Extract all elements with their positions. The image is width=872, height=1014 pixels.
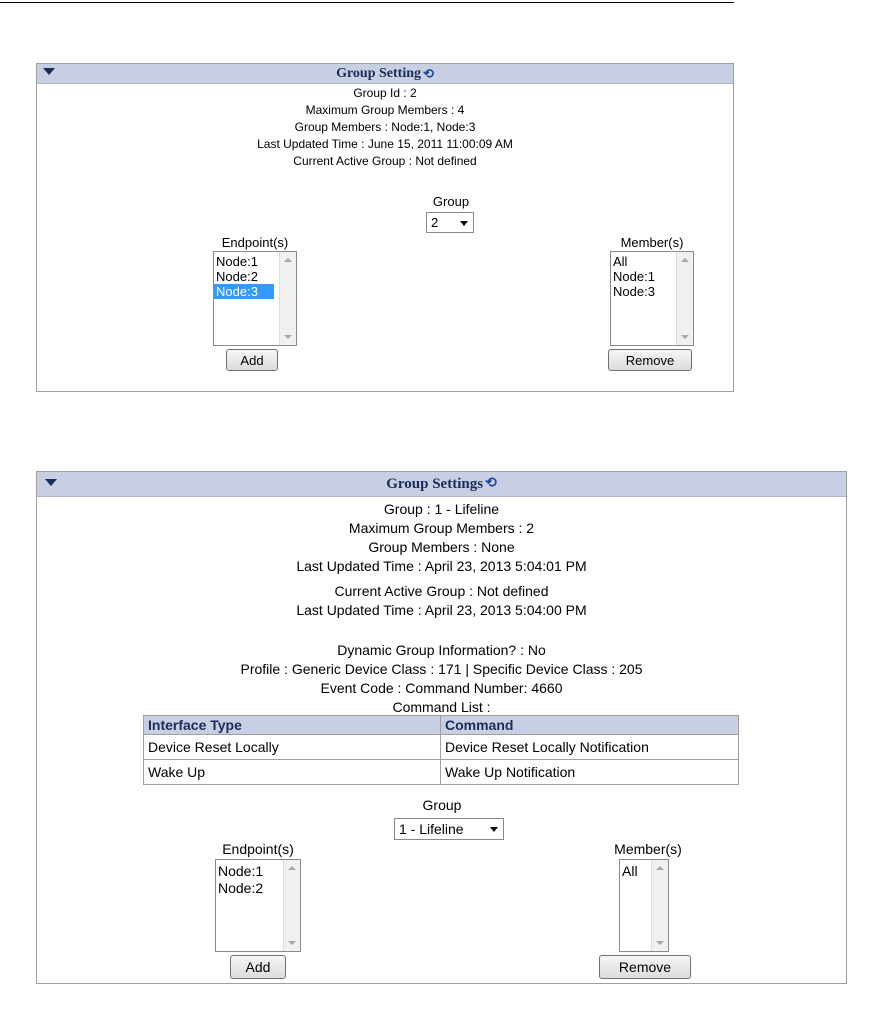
table-cell: Wake Up: [144, 760, 441, 785]
scroll-up-icon[interactable]: [284, 258, 292, 262]
col-command: Command: [441, 716, 739, 735]
col-interface-type: Interface Type: [144, 716, 441, 735]
info-active-group: Current Active Group : Not defined: [334, 583, 549, 599]
info-active-last-updated: Last Updated Time : April 23, 2013 5:04:00 PM: [296, 602, 587, 618]
members-listbox[interactable]: [619, 859, 669, 952]
scrollbar[interactable]: [283, 860, 300, 951]
table-row: [144, 735, 739, 760]
members-label: Member(s): [620, 235, 684, 250]
group-settings-panel: [36, 471, 847, 984]
info-profile: Profile : Generic Device Class : 171 | Specific Device Class : 205: [240, 661, 643, 677]
group-select[interactable]: [426, 212, 474, 233]
endpoints-listbox[interactable]: [215, 859, 301, 952]
info-group-members: Group Members : None: [368, 539, 515, 555]
members-listbox[interactable]: [610, 251, 694, 346]
info-dynamic-group: Dynamic Group Information? : No: [337, 642, 546, 658]
info-max-members: Maximum Group Members : 2: [348, 520, 535, 536]
add-button[interactable]: Add: [230, 955, 286, 979]
endpoints-listbox[interactable]: [213, 251, 297, 346]
scroll-down-icon[interactable]: [284, 335, 292, 339]
scroll-down-icon[interactable]: [656, 941, 664, 945]
remove-button[interactable]: Remove: [599, 955, 691, 979]
table-cell: Device Reset Locally Notification: [441, 735, 739, 760]
info-command-list: Command List :: [392, 699, 491, 715]
top-rule: [0, 2, 734, 3]
refresh-icon[interactable]: ⟲: [423, 66, 434, 81]
list-item[interactable]: Node:1: [218, 863, 264, 879]
info-group-id: Group Id : 2: [353, 86, 417, 100]
list-item-selected[interactable]: Node:3: [214, 284, 274, 299]
chevron-down-icon: [490, 827, 498, 832]
scroll-up-icon[interactable]: [681, 258, 689, 262]
list-item[interactable]: Node:3: [613, 284, 655, 299]
scroll-down-icon[interactable]: [288, 941, 296, 945]
group-select[interactable]: [394, 818, 504, 840]
info-max-members: Maximum Group Members : 4: [305, 103, 465, 117]
collapse-triangle-icon[interactable]: [43, 68, 55, 75]
info-group: Group : 1 - Lifeline: [383, 501, 500, 517]
group-label: Group: [422, 797, 462, 813]
info-event-code: Event Code : Command Number: 4660: [320, 680, 563, 696]
collapse-triangle-icon[interactable]: [45, 479, 57, 486]
endpoints-label: Endpoint(s): [222, 841, 294, 857]
group-label: Group: [432, 194, 470, 209]
info-last-updated: Last Updated Time : June 15, 2011 11:00:09 AM: [257, 137, 513, 151]
refresh-icon[interactable]: ⟲: [485, 476, 497, 491]
panel-header: [37, 472, 846, 497]
list-item[interactable]: All: [622, 863, 638, 879]
scroll-up-icon[interactable]: [288, 866, 296, 870]
chevron-down-icon: [460, 221, 468, 226]
info-group-members: Group Members : Node:1, Node:3: [294, 120, 476, 134]
table-header-row: [144, 716, 739, 735]
group-select-value: 2: [431, 215, 439, 230]
table-cell: Device Reset Locally: [144, 735, 441, 760]
scroll-up-icon[interactable]: [656, 866, 664, 870]
scrollbar[interactable]: [676, 252, 693, 345]
panel-header: [37, 64, 733, 84]
table-cell: Wake Up Notification: [441, 760, 739, 785]
add-button[interactable]: Add: [226, 349, 278, 371]
endpoints-label: Endpoint(s): [221, 235, 289, 250]
scroll-down-icon[interactable]: [681, 335, 689, 339]
scrollbar[interactable]: [279, 252, 296, 345]
list-item[interactable]: Node:2: [216, 269, 258, 284]
remove-button[interactable]: Remove: [608, 349, 692, 371]
list-item[interactable]: Node:1: [613, 269, 655, 284]
list-item[interactable]: Node:2: [218, 880, 264, 896]
panel-title: Group Settings: [386, 476, 484, 492]
table-row: [144, 760, 739, 785]
scrollbar[interactable]: [651, 860, 668, 951]
list-item[interactable]: Node:1: [216, 254, 258, 269]
panel-title: Group Setting: [336, 66, 422, 81]
command-table: [143, 715, 739, 785]
info-last-updated: Last Updated Time : April 23, 2013 5:04:01 PM: [296, 558, 587, 574]
list-item[interactable]: All: [613, 254, 628, 269]
group-setting-panel: [36, 63, 734, 392]
members-label: Member(s): [614, 841, 682, 857]
info-active-group: Current Active Group : Not defined: [293, 154, 477, 168]
group-select-value: 1 - Lifeline: [399, 821, 464, 837]
